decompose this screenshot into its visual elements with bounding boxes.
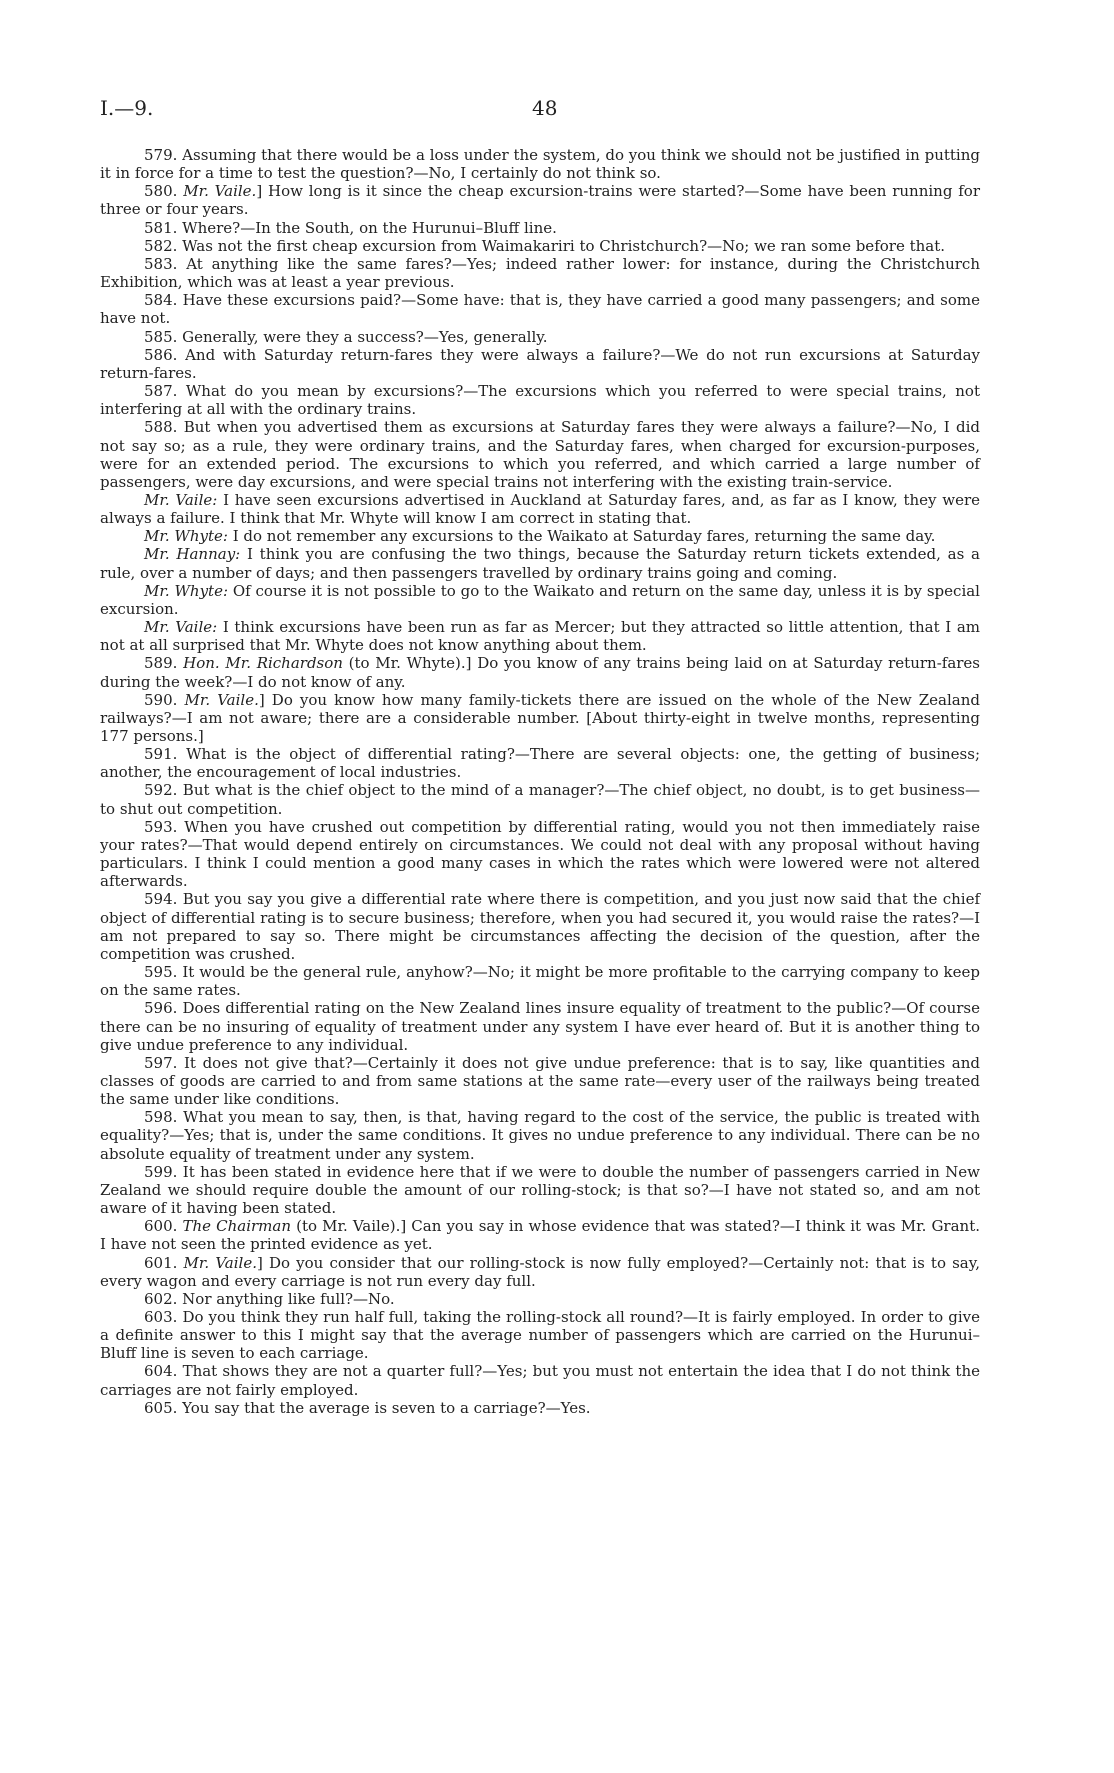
speaker-name: Mr. Vaile: xyxy=(144,618,218,637)
question-587 xyxy=(100,382,980,418)
speaker-name: The Chairman xyxy=(182,1217,292,1236)
speaker-name: Hon. Mr. Richardson xyxy=(183,654,343,673)
speaker-name: Mr. Whyte: xyxy=(144,581,228,600)
remark-vaile-2 xyxy=(100,618,980,654)
paragraph-text: I think you are confusing the two things, because the Saturday return tickets extended, as a rule, over a number of days; and then passengers travelled by ordinary trains going and coming. xyxy=(100,545,981,582)
speaker-name: Mr. Vaile. xyxy=(184,690,259,709)
paragraph-text: 583. At anything like the same fares?—Yes; indeed rather lower: for instance, during the Christchurch Exhibition, which was at least a year previous. xyxy=(100,254,980,292)
question-583 xyxy=(100,255,980,291)
paragraph-text: 582. Was not the first cheap excursion from Waimakariri to Christchurch?—No; we ran some before that. xyxy=(144,236,946,255)
paragraph-text: 599. It has been stated in evidence here that if we were to double the number of passengers carried in New Zealand we should require double the amount of our rolling-stock; is that so?—I have not stated so, and am not aware of it having been stated. xyxy=(100,1162,980,1218)
paragraph-text: 598. What you mean to say, then, is that, having regard to the cost of the service, the public is treated with equality?—Yes; that is, under the same conditions. It gives no undue preference to any individual. There can be no absolute equality of treatment under any system. xyxy=(100,1108,980,1163)
question-597 xyxy=(100,1054,980,1108)
paragraph-text: 602. Nor anything like full?—No. xyxy=(144,1289,395,1308)
question-number: 589. xyxy=(144,654,184,673)
question-593 xyxy=(100,818,980,891)
paragraph-text: 579. Assuming that there would be a loss under the system, do you think we should not be justified in putting it in force for a time to test the question?—No, I certainly do not think so. xyxy=(100,146,980,183)
question-586 xyxy=(100,346,980,382)
question-588 xyxy=(100,418,980,491)
paragraph-text: 592. But what is the chief object to the mind of a manager?—The chief object, no doubt, is to get business—to shut out competition. xyxy=(100,781,980,818)
paragraph-text: 605. You say that the average is seven to a carriage?—Yes. xyxy=(144,1398,591,1417)
paragraph-text: (to Mr. Whyte).] Do you know of any trains being laid on at Saturday return-fares during the week?—I do not know of any. xyxy=(100,654,981,691)
paragraph-text: 581. Where?—In the South, on the Hurunui–Bluff line. xyxy=(144,218,557,237)
question-582 xyxy=(100,237,980,255)
paragraph-text: 594. But you say you give a differential rate where there is competition, and you just now said that the chief object of differential rating is to secure business; therefore, when you had secured it, you would raise the rates?—I am not prepared to say so. There might be circumstances affecting the decision of the question, after the competition was crushed. xyxy=(100,890,980,963)
remark-vaile xyxy=(100,491,980,527)
paragraph-text: 591. What is the object of differential rating?—There are several objects: one, the getting of business; another, the encouragement of local industries. xyxy=(100,745,980,782)
question-number: 580. xyxy=(144,182,184,201)
question-number: 600. xyxy=(144,1217,183,1236)
question-590 xyxy=(100,691,980,745)
remark-whyte xyxy=(100,527,980,545)
speaker-name: Mr. Hannay: xyxy=(144,545,241,564)
question-592 xyxy=(100,781,980,817)
paragraph-text: 597. It does not give that?—Certainly it does not give undue preference: that is to say, like quantities and classes of goods are carried to and from same stations at the same rate—every user of the railways being treated the same under like conditions. xyxy=(100,1053,980,1109)
question-600 xyxy=(100,1217,980,1253)
speaker-name: Mr. Vaile: xyxy=(144,490,218,509)
question-598 xyxy=(100,1108,980,1162)
question-599 xyxy=(100,1163,980,1217)
paragraph-text: 603. Do you think they run half full, taking the rolling-stock all round?—It is fairly employed. In order to give a definite answer to this I might say that the average number of passengers which are carried on the Hurunui–Bluff line is seven to each carriage. xyxy=(100,1308,980,1363)
question-585 xyxy=(100,328,980,346)
remark-hannay xyxy=(100,545,980,581)
question-595 xyxy=(100,963,980,999)
question-594 xyxy=(100,890,980,963)
page-number: 48 xyxy=(532,96,558,120)
paragraph-text: 595. It would be the general rule, anyhow?—No; it might be more profitable to the carrying company to keep on the same rates. xyxy=(100,963,980,1000)
paragraph-text: 593. When you have crushed out competition by differential rating, would you not then immediately raise your rates?—That would depend entirely on circumstances. We could not deal with any proposal without having particulars. I think I could mention a good many cases in which the rates which were lowered were not altered afterwards. xyxy=(100,817,980,891)
question-591 xyxy=(100,745,980,781)
question-596 xyxy=(100,999,980,1053)
paragraph-text: 586. And with Saturday return-fares they were always a failure?—We do not run excursions at Saturday return-fares. xyxy=(100,345,980,382)
page-header xyxy=(100,96,980,126)
question-579 xyxy=(100,146,980,182)
paragraph-text: ] How long is it since the cheap excursion-trains were started?—Some have been running for three or four years. xyxy=(100,182,980,219)
paragraph-text: I do not remember any excursions to the Waikato at Saturday fares, returning the same day. xyxy=(227,527,936,546)
paragraph-text: 588. But when you advertised them as excursions at Saturday fares they were always a failure?—No, I did not say so; as a rule, they were ordinary trains, and the Saturday fares, when charged for excursion-purposes, were for an extended period. The excursions to which you referred, and which carried a large number of passengers, were day excursions, and were special trains not interfering with the existing train-service. xyxy=(100,418,980,491)
document-reference: I.—9. xyxy=(100,96,154,120)
paragraph-text: (to Mr. Vaile).] Can you say in whose evidence that was stated?—I think it was Mr. Grant. I have not seen the printed evidence as yet. xyxy=(100,1217,980,1254)
question-581 xyxy=(100,219,980,237)
remark-whyte-2 xyxy=(100,582,980,618)
document-body xyxy=(100,146,980,1417)
question-number: 601. xyxy=(144,1253,184,1272)
speaker-name: Mr. Whyte: xyxy=(144,527,228,546)
question-584 xyxy=(100,291,980,327)
paragraph-text: ] Do you consider that our rolling-stock is now fully employed?—Certainly not: that is to say, every wagon and every carriage is not run every day full. xyxy=(100,1253,980,1290)
question-number: 590. xyxy=(144,690,185,709)
paragraph-text: 587. What do you mean by excursions?—The excursions which you referred to were special trains, not interfering at all with the ordinary trains. xyxy=(100,382,980,419)
paragraph-text: 584. Have these excursions paid?—Some have: that is, they have carried a good many passengers; and some have not. xyxy=(100,291,980,328)
paragraph-text: 585. Generally, were they a success?—Yes, generally. xyxy=(144,327,548,346)
paragraph-text: 604. That shows they are not a quarter full?—Yes; but you must not entertain the idea that I do not think the carriages are not fairly employed. xyxy=(100,1362,980,1399)
paragraph-text: Of course it is not possible to go to the Waikato and return on the same day, unless it is by special excursion. xyxy=(100,581,980,618)
paragraph-text: ] Do you know how many family-tickets there are issued on the whole of the New Zealand railways?—I am not aware; there are a considerable number. [About thirty-eight in twelve months, representing 177 persons.] xyxy=(100,690,980,745)
question-601 xyxy=(100,1254,980,1290)
paragraph-text: I have seen excursions advertised in Auckland at Saturday fares, and, as far as I know, they were always a failure. I think that Mr. Whyte will know I am correct in stating that. xyxy=(100,490,980,528)
question-589 xyxy=(100,654,980,690)
speaker-name: Mr. Vaile. xyxy=(183,1253,257,1272)
question-604 xyxy=(100,1362,980,1398)
paragraph-text: I think excursions have been run as far as Mercer; but they attracted so little attention, that I am not at all surprised that Mr. Whyte does not know anything about them. xyxy=(100,618,981,655)
question-580 xyxy=(100,182,980,218)
paragraph-text: 596. Does differential rating on the New Zealand lines insure equality of treatment to the public?—Of course there can be no insuring of equality of treatment under any system I have ever heard of. But it is another thing to give undue preference to any individual. xyxy=(100,999,980,1054)
question-603 xyxy=(100,1308,980,1362)
question-605 xyxy=(100,1399,980,1417)
speaker-name: Mr. Vaile. xyxy=(183,182,257,201)
question-602 xyxy=(100,1290,980,1308)
